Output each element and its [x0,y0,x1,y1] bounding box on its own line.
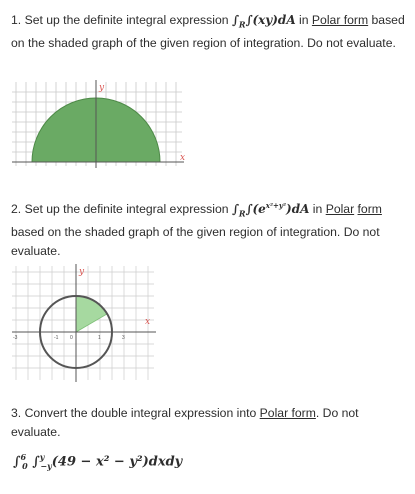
tick-label: 3 [122,335,125,341]
question-number: 1. [11,13,22,27]
tick-label: 0 [70,335,73,341]
region-graph-1 [12,76,192,172]
y-axis-label: y [99,83,105,93]
shaded-sector [76,296,107,332]
integral-expression: $\int_R\int(e^{x^2+y^2})dA$ [231,201,310,219]
question-2: 2. Set up the definite integral expression $\int_R\int(e^{x^2+y^2})dA$ in Polar form based on the shaded graph of the given region of integration. Do not evaluate. [11,201,382,259]
polar-form-link[interactable]: Polar form [311,13,369,27]
question-number: 2. [11,202,22,216]
tick-label: -1 [54,335,59,341]
question-1: 1. Set up the definite integral expression $\int_R\int(xy)dA$ in Polar form based on the shaded graph of the given region of integration. Do not evaluate. [11,13,405,51]
double-integral: ∫$^6_0$ ∫$^y_{-y}$(49 − x² − y²)dxdy [13,452,183,471]
question-text-cont: based on the shaded graph of the given region of integration. Do not evaluate. [11,13,405,51]
question-text-cont: based on the shaded graph of the given region of integration. Do not evaluate. [11,225,380,259]
y-axis-label: y [79,267,85,277]
tick-label: -3 [13,335,18,341]
question-number: 3. [11,406,22,420]
question-text: Set up the definite integral expression [24,13,229,27]
x-axis-label: x [180,153,186,163]
integral-expression: $\int_R\int(xy)dA$ [231,13,296,30]
question-3: 3. Convert the double integral expression into Polar form. Do not evaluate. [11,406,359,439]
region-graph-2 [12,262,162,384]
tick-label: 1 [98,335,101,341]
polar-link[interactable]: Polar [325,202,355,216]
form-link[interactable]: form [357,202,382,216]
question-text: Convert the double integral expression into [24,406,257,420]
polar-form-link[interactable]: Polar form [259,406,316,420]
question-text: Set up the definite integral expression [24,202,229,216]
x-axis-label: x [145,317,151,327]
